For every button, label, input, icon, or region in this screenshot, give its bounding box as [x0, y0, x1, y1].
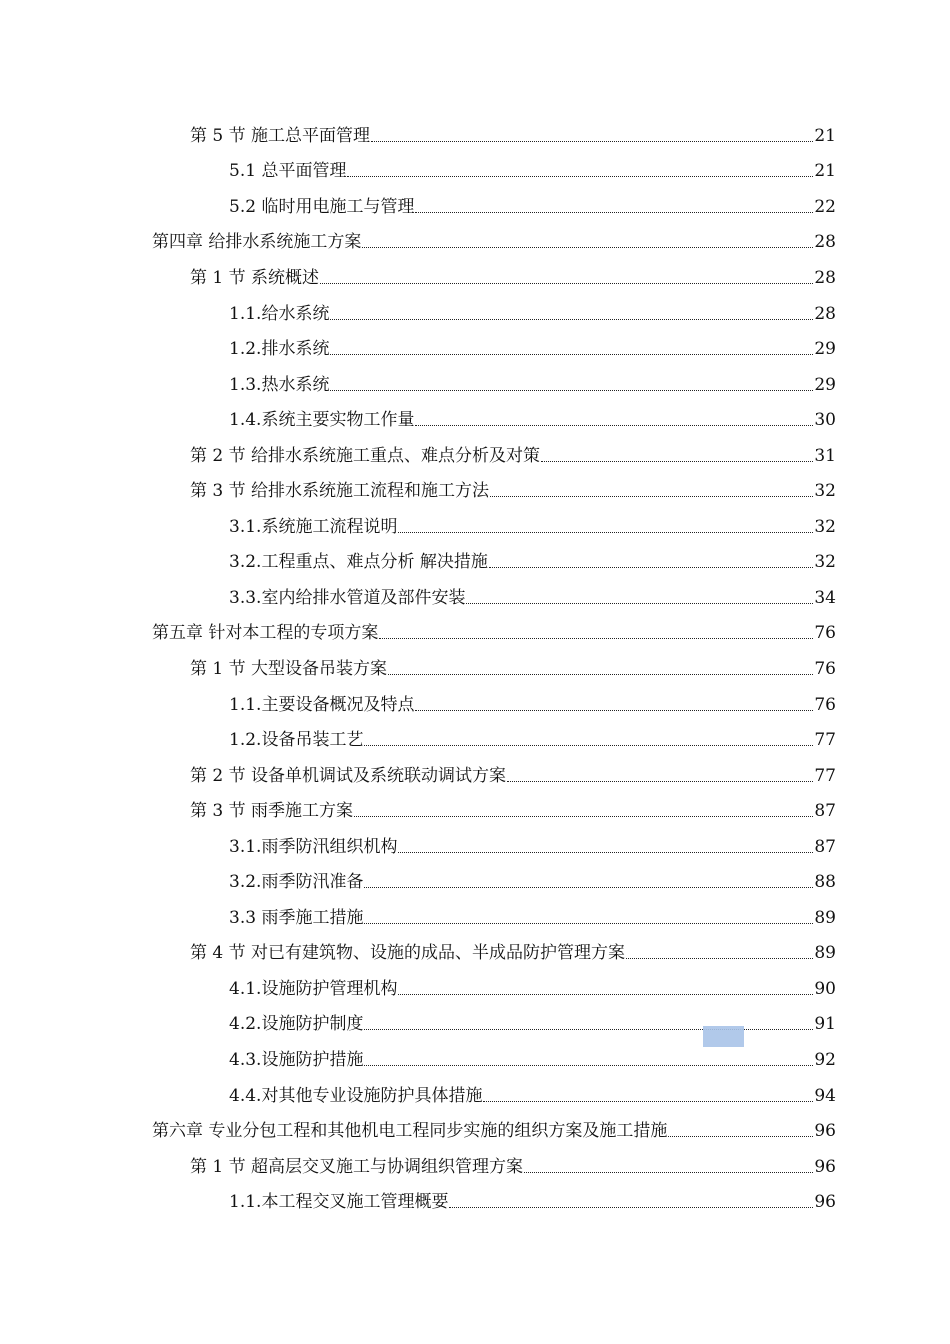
toc-dot-leader: [524, 1157, 813, 1177]
toc-entry-title: 第 2 节 给排水系统施工重点、难点分析及对策: [190, 445, 541, 466]
toc-entry[interactable]: [0, 936, 950, 972]
toc-entry-page-number: 30: [814, 410, 836, 431]
toc-entry-title: 第 5 节 施工总平面管理: [190, 125, 371, 146]
toc-dot-leader: [347, 161, 813, 181]
toc-entry-title: 3.3.室内给排水管道及部件安装: [229, 587, 466, 608]
toc-dot-leader: [541, 446, 813, 466]
toc-entry-title: 1.4.系统主要实物工作量: [229, 410, 415, 431]
toc-entry-title: 3.2.工程重点、难点分析 解决措施: [229, 552, 488, 573]
toc-dot-leader: [330, 339, 813, 359]
toc-dot-leader: [490, 481, 813, 501]
toc-entry-title: 4.2.设施防护制度: [229, 1014, 364, 1035]
toc-entry-title: 1.1.本工程交叉施工管理概要: [229, 1192, 449, 1213]
toc-entry-page-number: 29: [814, 339, 836, 360]
toc-entry[interactable]: [0, 473, 950, 509]
toc-entry-title: 5.1 总平面管理: [229, 161, 347, 182]
toc-entry-title: 4.4.对其他专业设施防护具体措施: [229, 1085, 483, 1106]
toc-entry-title: 1.2.设备吊装工艺: [229, 730, 364, 751]
toc-entry-page-number: 90: [814, 978, 836, 999]
toc-entry-page-number: 32: [814, 516, 836, 537]
toc-entry[interactable]: [0, 189, 950, 225]
toc-entry-title: 1.2.排水系统: [229, 339, 330, 360]
toc-dot-leader: [364, 1014, 813, 1034]
toc-entry-page-number: 28: [814, 232, 836, 253]
toc-entry-title: 第 4 节 对已有建筑物、设施的成品、半成品防护管理方案: [190, 943, 626, 964]
toc-entry-title: 第 2 节 设备单机调试及系统联动调试方案: [190, 765, 507, 786]
toc-entry-title: 第六章 专业分包工程和其他机电工程同步实施的组织方案及施工措施: [152, 1121, 668, 1142]
toc-entry-page-number: 91: [814, 1014, 836, 1035]
toc-entry[interactable]: [0, 260, 950, 296]
toc-entry-title: 3.3 雨季施工措施: [229, 907, 364, 928]
toc-dot-leader: [364, 908, 813, 928]
toc-entry[interactable]: [0, 829, 950, 865]
toc-dot-leader: [371, 126, 813, 146]
toc-entry[interactable]: [0, 1184, 950, 1220]
toc-entry-page-number: 29: [814, 374, 836, 395]
toc-entry-title: 第四章 给排水系统施工方案: [152, 232, 362, 253]
toc-entry-page-number: 32: [814, 481, 836, 502]
toc-entry[interactable]: [0, 438, 950, 474]
toc-entry[interactable]: [0, 296, 950, 332]
toc-entry-title: 1.3.热水系统: [229, 374, 330, 395]
toc-entry[interactable]: [0, 118, 950, 154]
toc-dot-leader: [354, 801, 813, 821]
toc-entry-title: 1.1.给水系统: [229, 303, 330, 324]
toc-entry-title: 1.1.主要设备概况及特点: [229, 694, 415, 715]
toc-entry[interactable]: [0, 1113, 950, 1149]
toc-entry[interactable]: [0, 1149, 950, 1185]
toc-entry-page-number: 87: [814, 836, 836, 857]
toc-dot-leader: [415, 410, 813, 430]
toc-dot-leader: [668, 1121, 813, 1141]
toc-entry-page-number: 88: [814, 872, 836, 893]
toc-entry-page-number: 89: [814, 907, 836, 928]
toc-entry-page-number: 96: [814, 1121, 836, 1142]
toc-entry-title: 4.1.设施防护管理机构: [229, 978, 398, 999]
toc-dot-leader: [362, 232, 813, 252]
toc-entry-page-number: 21: [814, 125, 836, 146]
toc-dot-leader: [489, 552, 814, 572]
toc-entry-page-number: 92: [814, 1049, 836, 1070]
toc-entry[interactable]: [0, 154, 950, 190]
toc-dot-leader: [388, 659, 813, 679]
toc-entry-title: 第 3 节 雨季施工方案: [190, 801, 354, 822]
toc-dot-leader: [466, 588, 813, 608]
toc-dot-leader: [483, 1086, 813, 1106]
toc-entry[interactable]: [0, 793, 950, 829]
toc-entry[interactable]: [0, 367, 950, 403]
toc-entry[interactable]: [0, 722, 950, 758]
toc-entry-title: 5.2 临时用电施工与管理: [229, 196, 415, 217]
toc-entry-page-number: 32: [814, 552, 836, 573]
toc-entry-page-number: 77: [814, 765, 836, 786]
toc-entry[interactable]: [0, 1078, 950, 1114]
toc-entry-page-number: 94: [814, 1085, 836, 1106]
toc-entry[interactable]: [0, 225, 950, 261]
toc-dot-leader: [364, 872, 813, 892]
toc-entry[interactable]: [0, 509, 950, 545]
toc-entry-title: 3.2.雨季防汛准备: [229, 872, 364, 893]
toc-entry[interactable]: [0, 545, 950, 581]
toc-entry-page-number: 28: [814, 267, 836, 288]
toc-entry[interactable]: [0, 864, 950, 900]
toc-entry-page-number: 96: [814, 1156, 836, 1177]
toc-dot-leader: [320, 268, 813, 288]
toc-entry-page-number: 76: [814, 658, 836, 679]
toc-dot-leader: [398, 979, 813, 999]
toc-entry[interactable]: [0, 687, 950, 723]
toc-dot-leader: [415, 197, 813, 217]
toc-entry-page-number: 34: [814, 587, 836, 608]
toc-dot-leader: [398, 517, 813, 537]
toc-dot-leader: [364, 730, 813, 750]
toc-entry-title: 第 3 节 给排水系统施工流程和施工方法: [190, 481, 490, 502]
toc-dot-leader: [330, 304, 813, 324]
toc-entry-title: 3.1.雨季防汛组织机构: [229, 836, 398, 857]
toc-entry-page-number: 76: [814, 694, 836, 715]
toc-entry-title: 3.1.系统施工流程说明: [229, 516, 398, 537]
toc-entry[interactable]: [0, 758, 950, 794]
toc-entry[interactable]: [0, 971, 950, 1007]
toc-dot-leader: [379, 623, 813, 643]
toc-entry[interactable]: [0, 580, 950, 616]
toc-entry[interactable]: [0, 616, 950, 652]
toc-entry[interactable]: [0, 651, 950, 687]
toc-entry-title: 第 1 节 系统概述: [190, 267, 320, 288]
selection-highlight: [703, 1026, 744, 1047]
toc-entry-title: 4.3.设施防护措施: [229, 1049, 364, 1070]
toc-entry-page-number: 28: [814, 303, 836, 324]
toc-dot-leader: [415, 695, 813, 715]
toc-entry-title: 第 1 节 大型设备吊装方案: [190, 658, 388, 679]
toc-entry[interactable]: [0, 1007, 950, 1043]
toc-dot-leader: [364, 1050, 813, 1070]
toc-entry-page-number: 76: [814, 623, 836, 644]
toc-entry-title: 第 1 节 超高层交叉施工与协调组织管理方案: [190, 1156, 524, 1177]
toc-entry-title: 第五章 针对本工程的专项方案: [152, 623, 379, 644]
toc-dot-leader: [449, 1192, 813, 1212]
toc-dot-leader: [330, 375, 813, 395]
toc-entry-page-number: 96: [814, 1192, 836, 1213]
toc-entry[interactable]: [0, 1042, 950, 1078]
toc-dot-leader: [507, 766, 813, 786]
toc-entry[interactable]: [0, 402, 950, 438]
toc-entry-page-number: 22: [814, 196, 836, 217]
toc-entry[interactable]: [0, 331, 950, 367]
toc-dot-leader: [626, 943, 813, 963]
toc-entry-page-number: 89: [814, 943, 836, 964]
toc-entry[interactable]: [0, 900, 950, 936]
toc-entry-page-number: 21: [814, 161, 836, 182]
toc-entry-page-number: 87: [814, 801, 836, 822]
table-of-contents: [0, 118, 950, 1220]
toc-entry-page-number: 31: [814, 445, 836, 466]
toc-entry-page-number: 77: [814, 730, 836, 751]
toc-dot-leader: [398, 837, 813, 857]
